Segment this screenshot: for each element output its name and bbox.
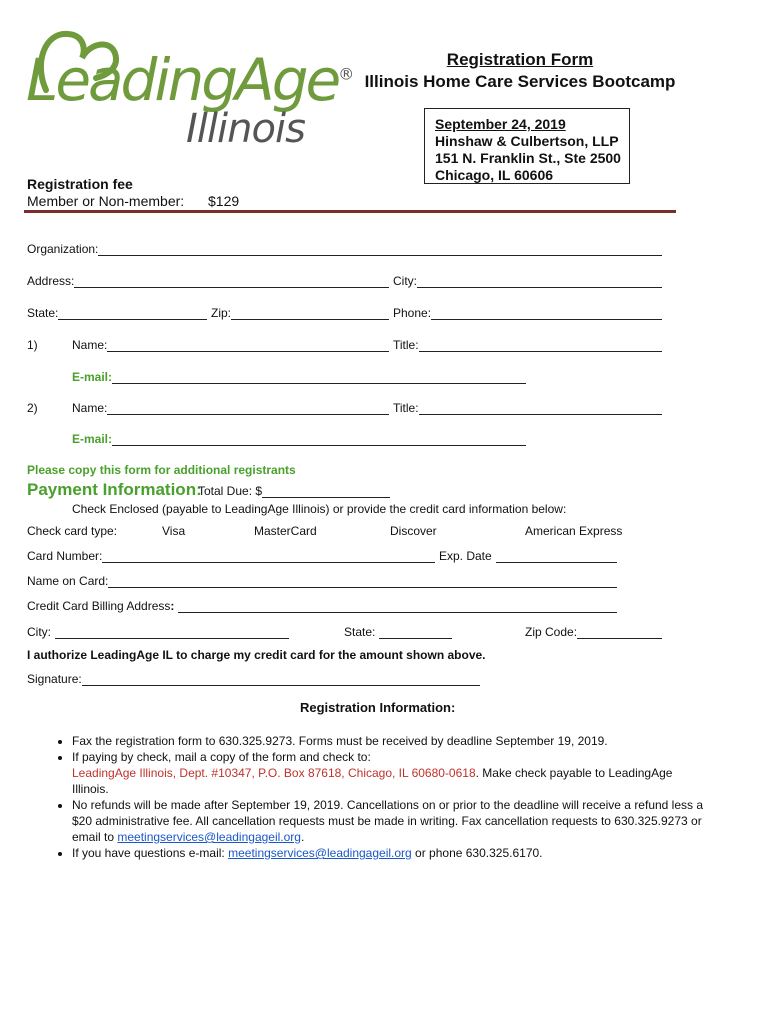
event-address-2: Chicago, IL 60606 (435, 167, 554, 183)
address-field[interactable] (74, 275, 389, 288)
signature-label: Signature: (27, 672, 82, 686)
event-venue: Hinshaw & Culbertson, LLP (435, 133, 619, 149)
city-label: City: (393, 274, 417, 288)
exp-date-row (439, 549, 617, 563)
form-subtitle: Illinois Home Care Services Bootcamp (364, 72, 676, 91)
state-row (27, 306, 207, 320)
exp-date-field[interactable] (496, 550, 617, 563)
zip-field[interactable] (231, 307, 389, 320)
fee-member-label: Member or Non-member: (27, 193, 185, 209)
zip-row (211, 306, 389, 320)
info-questions-text: If you have questions e-mail: (72, 846, 229, 860)
info-bullet-fax (72, 733, 712, 749)
billing-zip-field[interactable] (577, 626, 662, 639)
signature-row (27, 672, 480, 686)
registrant-2-title-field[interactable] (419, 402, 662, 415)
registrant-1-name-field[interactable] (107, 339, 389, 352)
registrant-1-email-label: E-mail: (72, 370, 113, 384)
leadingage-logo (24, 24, 352, 154)
registrant-2-title-label: Title: (393, 401, 419, 415)
card-number-field[interactable] (102, 550, 435, 563)
payment-heading: Payment Information: (27, 480, 202, 499)
signature-field[interactable] (82, 673, 480, 686)
registrant-1-name-row (72, 338, 389, 352)
info-bullet-check (72, 749, 712, 797)
email-link-questions[interactable]: meetingservices@leadingageil.org (228, 846, 412, 860)
phone-field[interactable] (431, 307, 662, 320)
logo-registered-mark: ® (338, 64, 352, 84)
name-on-card-label: Name on Card: (27, 574, 109, 588)
state-label: State: (27, 306, 59, 320)
billing-city-label: City: (27, 625, 51, 639)
address-label: Address: (27, 274, 75, 288)
address-row (27, 274, 389, 288)
billing-address-label: Credit Card Billing Address (27, 599, 171, 613)
billing-address-row (27, 599, 617, 613)
state-field[interactable] (58, 307, 207, 320)
fee-label: Registration fee (27, 176, 133, 192)
form-title: Registration Form (446, 50, 594, 69)
registration-info-list (52, 733, 712, 861)
organization-row (27, 242, 662, 256)
payment-heading-row (27, 480, 202, 500)
billing-address-colon: : (170, 599, 175, 613)
registrant-2-title-row (393, 401, 662, 415)
registrant-1-email-row (72, 370, 526, 384)
card-number-label: Card Number: (27, 549, 103, 563)
registrant-2-name-field[interactable] (107, 402, 389, 415)
card-type-discover[interactable]: Discover (390, 524, 437, 538)
city-row (393, 274, 662, 288)
name-on-card-field[interactable] (108, 575, 617, 588)
billing-zip-label: Zip Code: (525, 625, 578, 639)
logo-word: LeadingAge (26, 46, 339, 114)
event-info-box (424, 108, 630, 184)
check-note: Check Enclosed (payable to LeadingAge Illinois) or provide the credit card information below: (72, 502, 567, 516)
registrant-2-number: 2) (27, 401, 38, 415)
card-type-amex[interactable]: American Express (525, 524, 623, 538)
billing-state-label: State: (344, 625, 376, 639)
info-check-text: If paying by check, mail a copy of the form and check to: (72, 750, 371, 764)
info-mailing-address: LeadingAge Illinois, Dept. #10347, P.O. Box 87618, Chicago, IL 60680-0618 (72, 766, 476, 780)
header-divider (24, 210, 676, 213)
info-phone-text: or phone 630.325.6170. (411, 846, 543, 860)
event-address-1: 151 N. Franklin St., Ste 2500 (435, 150, 621, 166)
organization-field[interactable] (98, 243, 662, 256)
organization-label: Organization: (27, 242, 99, 256)
fee-amount: $129 (208, 193, 240, 209)
info-bullet-refunds (72, 797, 712, 845)
name-on-card-row (27, 574, 617, 588)
card-type-mastercard[interactable]: MasterCard (254, 524, 317, 538)
registrant-1-title-row (393, 338, 662, 352)
phone-label: Phone: (393, 306, 432, 320)
city-field[interactable] (417, 275, 662, 288)
info-check-payable: . Make check payable to LeadingAge Illinois. (72, 766, 673, 796)
billing-zip-row (525, 625, 662, 639)
registrant-1-email-field[interactable] (112, 371, 526, 384)
billing-city-row (27, 625, 289, 639)
info-bullet-questions (72, 845, 712, 861)
logo-subtitle: Illinois (186, 106, 305, 152)
total-due-label: Total Due: $ (198, 484, 263, 498)
registrant-1-title-field[interactable] (419, 339, 662, 352)
phone-row (393, 306, 662, 320)
registrant-2-email-row (72, 432, 526, 446)
info-fax-text: Fax the registration form to 630.325.9273. Forms must be received by deadline September 19, 2019. (72, 734, 608, 748)
billing-state-field[interactable] (379, 626, 452, 639)
copy-form-note: Please copy this form for additional registrants (27, 463, 296, 477)
billing-state-row (344, 625, 452, 639)
registrant-1-title-label: Title: (393, 338, 419, 352)
authorize-statement: I authorize LeadingAge IL to charge my credit card for the amount shown above. (27, 648, 486, 662)
info-refund-text: No refunds will be made after September 19, 2019. Cancellations on or prior to the deadline will receive a refund less a $20 administrative fee. All cancellation requests must be made in writing. Fax cancellation requests to 630.325.9273 or email to (72, 798, 704, 844)
card-number-row (27, 549, 435, 563)
total-due-row (198, 484, 390, 498)
registration-info-heading: Registration Information: (300, 700, 456, 715)
exp-date-label: Exp. Date (439, 549, 492, 563)
total-due-field[interactable] (262, 485, 390, 498)
event-date: September 24, 2019 (435, 116, 566, 132)
registrant-2-name-row (72, 401, 389, 415)
email-link-cancellation[interactable]: meetingservices@leadingageil.org (117, 830, 301, 844)
billing-address-field[interactable] (178, 600, 617, 613)
registrant-1-number: 1) (27, 338, 38, 352)
registrant-2-email-field[interactable] (112, 433, 526, 446)
card-type-label: Check card type: (27, 524, 118, 538)
billing-city-field[interactable] (55, 626, 289, 639)
registrant-2-name-label: Name: (72, 401, 108, 415)
card-type-visa[interactable]: Visa (162, 524, 186, 538)
zip-label: Zip: (211, 306, 232, 320)
info-refund-end: . (300, 830, 305, 844)
registrant-2-email-label: E-mail: (72, 432, 113, 446)
registrant-1-name-label: Name: (72, 338, 108, 352)
